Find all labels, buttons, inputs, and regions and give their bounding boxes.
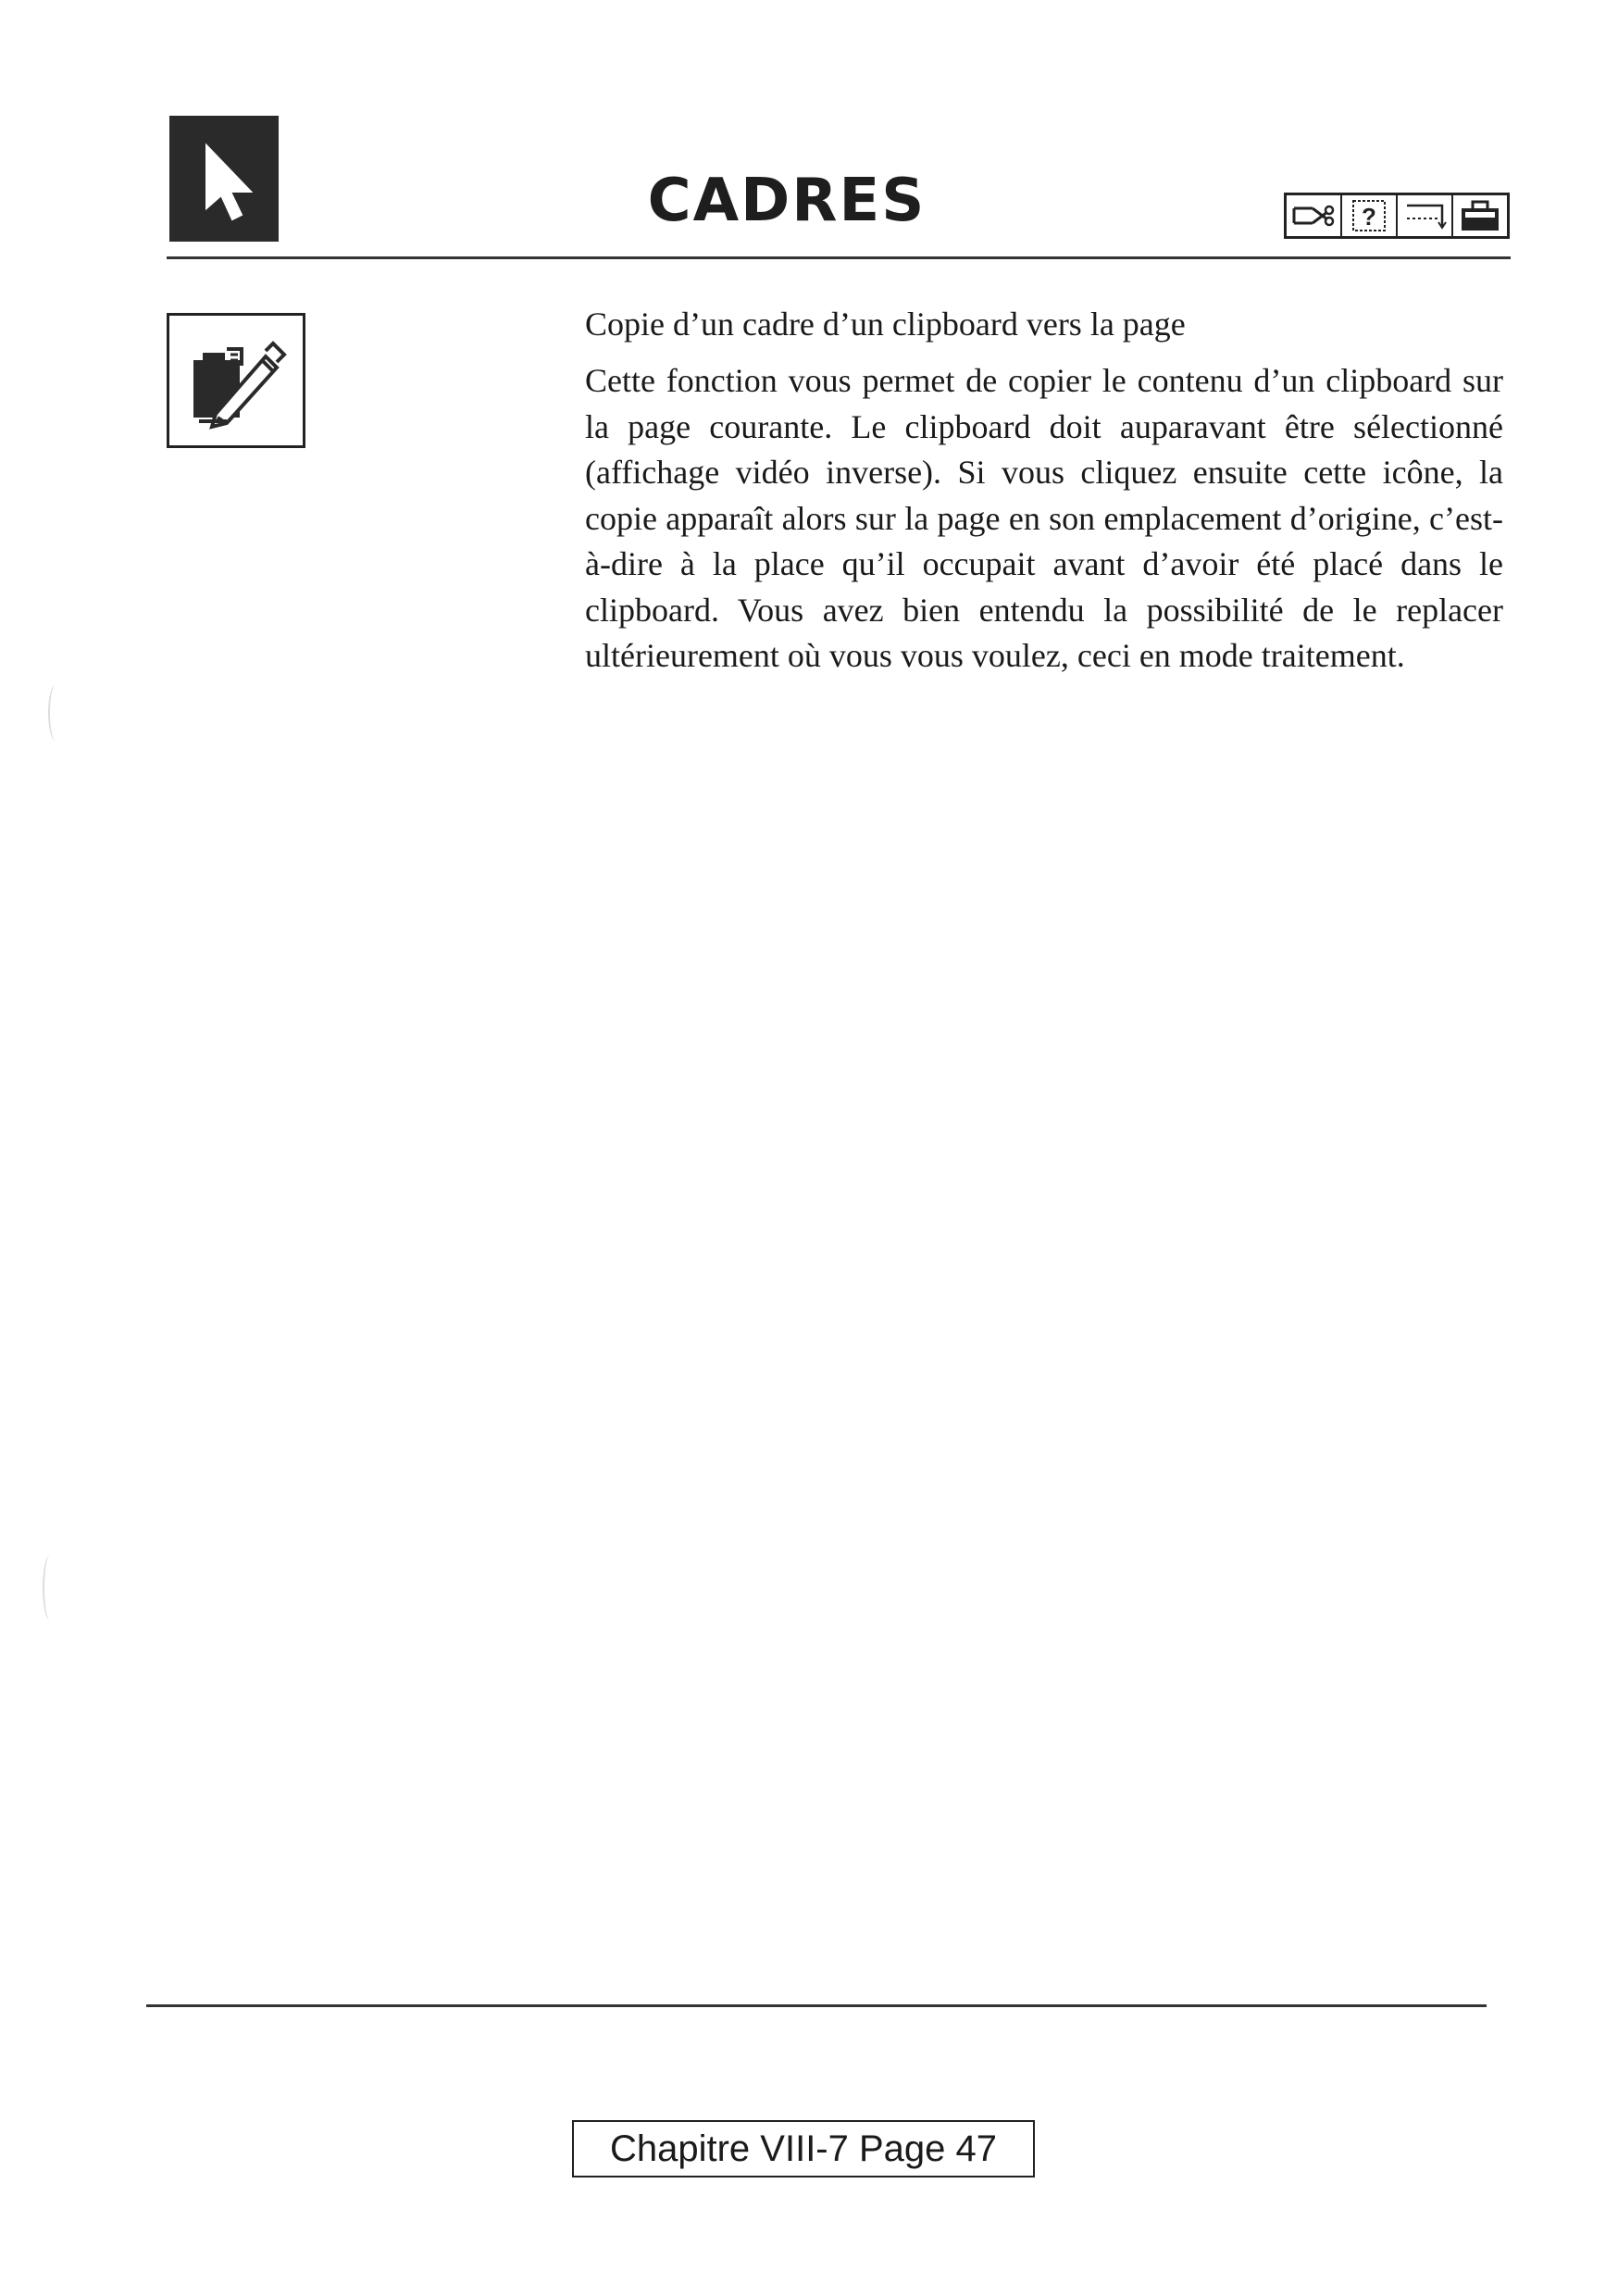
- footer-divider: [146, 2004, 1487, 2007]
- briefcase-icon[interactable]: [1453, 195, 1507, 236]
- arrow-pointer-icon: [169, 116, 279, 242]
- section-title: Copie d’un cadre d’un clipboard vers la page: [585, 306, 1186, 343]
- scissors-icon[interactable]: [1287, 195, 1342, 236]
- scan-mark: [48, 685, 63, 741]
- page-title: CADRES: [647, 167, 927, 235]
- header-divider: [167, 256, 1511, 259]
- help-glyph: ?: [1362, 203, 1376, 231]
- frame-icon[interactable]: [1398, 195, 1453, 236]
- help-icon[interactable]: [1342, 195, 1398, 236]
- scan-mark: [43, 1555, 57, 1620]
- toolbar: [1284, 193, 1510, 239]
- page-number: Chapitre VIII-7 Page 47: [572, 2120, 1035, 2177]
- section-body: Cette fonction vous permet de copier le contenu d’un clipboard sur la page courante. Le clipboard doit auparavant être sélectionné (affichage vidéo inverse). Si vous cliquez ensuite cette icône, la copie apparaît alors sur la page en son emplacement d’origine, c’est-à-dire à la place qu’il occupait avant d’avoir été placé dans le clipboard. Vous avez bien entendu la possibilité de le replacer ultérieurement où vous vous voulez, ceci en mode traitement.: [585, 362, 1503, 674]
- section-content: [585, 301, 1503, 680]
- copy-pencil-icon: [167, 313, 305, 448]
